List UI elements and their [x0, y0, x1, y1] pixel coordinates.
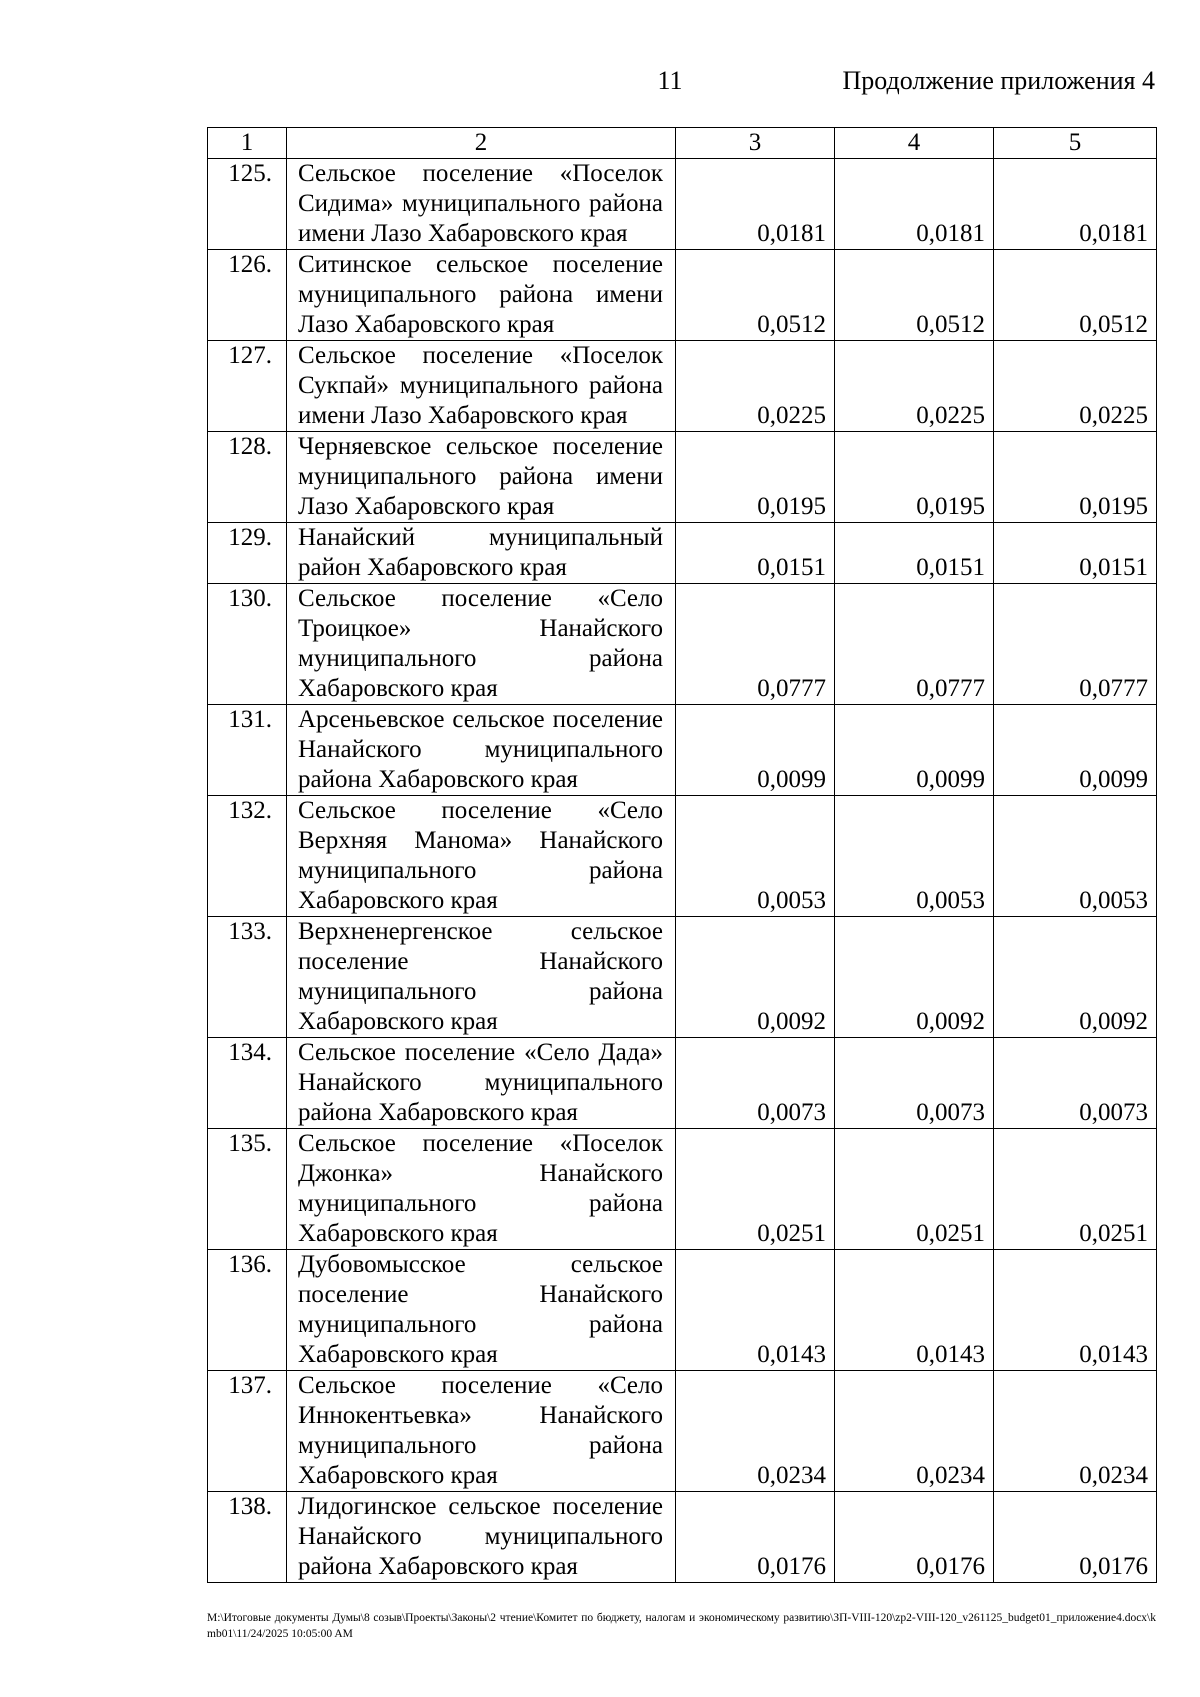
row-number: 129.	[208, 523, 287, 584]
value-col-5: 0,0225	[994, 341, 1157, 432]
value-col-3: 0,0073	[676, 1038, 835, 1129]
value-col-5: 0,0195	[994, 432, 1157, 523]
municipality-name-text: Сельское поселение «Село Верхняя Манома» Нанайского муниципального района Хабаровского края	[298, 797, 663, 914]
continuation-title: Продолжение приложения 4	[842, 66, 1155, 95]
value-col-4: 0,0512	[835, 250, 994, 341]
municipality-name	[287, 1129, 676, 1250]
municipality-name	[287, 1492, 676, 1583]
value-col-4: 0,0195	[835, 432, 994, 523]
value-col-3: 0,0251	[676, 1129, 835, 1250]
municipality-name-text: Сельское поселение «Поселок Джонка» Нанайского муниципального района Хабаровского края	[298, 1130, 663, 1247]
value-col-5: 0,0234	[994, 1371, 1157, 1492]
value-col-5: 0,0053	[994, 796, 1157, 917]
table-row	[208, 159, 1157, 250]
municipality-name	[287, 796, 676, 917]
value-col-3: 0,0151	[676, 523, 835, 584]
municipality-name-text: Сельское поселение «Поселок Сукпай» муниципального района имени Лазо Хабаровского края	[298, 342, 663, 429]
row-number: 137.	[208, 1371, 287, 1492]
municipality-name	[287, 432, 676, 523]
value-col-5: 0,0181	[994, 159, 1157, 250]
municipality-name-text: Сельское поселение «Село Дада» Нанайского муниципального района Хабаровского края	[298, 1039, 663, 1126]
value-col-4: 0,0234	[835, 1371, 994, 1492]
value-col-4: 0,0099	[835, 705, 994, 796]
municipality-name	[287, 1250, 676, 1371]
value-col-4: 0,0181	[835, 159, 994, 250]
column-header: 5	[994, 128, 1157, 159]
value-col-3: 0,0512	[676, 250, 835, 341]
table-row	[208, 917, 1157, 1038]
municipality-name-text: Верхненергенское сельское поселение Нанайского муниципального района Хабаровского края	[298, 918, 663, 1035]
page-number: 11	[657, 66, 683, 95]
table-row	[208, 1371, 1157, 1492]
municipality-name-text: Нанайский муниципальный район Хабаровского края	[298, 524, 663, 581]
municipality-name	[287, 159, 676, 250]
row-number: 131.	[208, 705, 287, 796]
municipality-name-text: Лидогинское сельское поселение Нанайского муниципального района Хабаровского края	[298, 1493, 663, 1580]
table-row	[208, 705, 1157, 796]
municipality-name-text: Дубовомысское сельское поселение Нанайского муниципального района Хабаровского края	[298, 1251, 663, 1368]
value-col-5: 0,0251	[994, 1129, 1157, 1250]
header-row	[208, 128, 1157, 159]
row-number: 138.	[208, 1492, 287, 1583]
value-col-3: 0,0053	[676, 796, 835, 917]
table-row	[208, 1492, 1157, 1583]
table-row	[208, 796, 1157, 917]
municipality-name	[287, 917, 676, 1038]
municipality-name	[287, 523, 676, 584]
column-header: 1	[208, 128, 287, 159]
row-number: 130.	[208, 584, 287, 705]
value-col-4: 0,0176	[835, 1492, 994, 1583]
table-row	[208, 1250, 1157, 1371]
value-col-4: 0,0092	[835, 917, 994, 1038]
table-row	[208, 1129, 1157, 1250]
municipality-name-text: Сельское поселение «Село Троицкое» Нанайского муниципального района Хабаровского края	[298, 585, 663, 702]
table-row	[208, 341, 1157, 432]
municipality-name	[287, 1371, 676, 1492]
value-col-4: 0,0073	[835, 1038, 994, 1129]
column-header: 2	[287, 128, 676, 159]
value-col-4: 0,0143	[835, 1250, 994, 1371]
value-col-4: 0,0251	[835, 1129, 994, 1250]
file-path-footer: М:\Итоговые документы Думы\8 созыв\Проекты\Законы\2 чтение\Комитет по бюджету, налогам и экономическому развитию\ЗП-VIII-120\zp2-VIII-120_v261125_budget01_приложение4.docx\kmb01\11/24/2025 10:05:00 AM	[207, 1612, 1156, 1640]
row-number: 128.	[208, 432, 287, 523]
value-col-3: 0,0225	[676, 341, 835, 432]
value-col-3: 0,0176	[676, 1492, 835, 1583]
row-number: 133.	[208, 917, 287, 1038]
row-number: 135.	[208, 1129, 287, 1250]
municipality-name	[287, 584, 676, 705]
value-col-5: 0,0073	[994, 1038, 1157, 1129]
value-col-4: 0,0225	[835, 341, 994, 432]
row-number: 136.	[208, 1250, 287, 1371]
value-col-4: 0,0151	[835, 523, 994, 584]
value-col-5: 0,0151	[994, 523, 1157, 584]
table-row	[208, 523, 1157, 584]
column-header: 3	[676, 128, 835, 159]
value-col-3: 0,0234	[676, 1371, 835, 1492]
value-col-3: 0,0181	[676, 159, 835, 250]
municipality-name	[287, 250, 676, 341]
value-col-4: 0,0053	[835, 796, 994, 917]
value-col-4: 0,0777	[835, 584, 994, 705]
table-row	[208, 584, 1157, 705]
value-col-3: 0,0099	[676, 705, 835, 796]
table-row	[208, 432, 1157, 523]
municipality-name-text: Черняевское сельское поселение муниципального района имени Лазо Хабаровского края	[298, 433, 663, 520]
table-row	[208, 1038, 1157, 1129]
municipality-name	[287, 1038, 676, 1129]
appendix-table	[207, 127, 1157, 1583]
value-col-5: 0,0777	[994, 584, 1157, 705]
column-header: 4	[835, 128, 994, 159]
municipality-name-text: Сельское поселение «Поселок Сидима» муниципального района имени Лазо Хабаровского края	[298, 160, 663, 247]
value-col-5: 0,0143	[994, 1250, 1157, 1371]
municipality-name-text: Сельское поселение «Село Иннокентьевка» Нанайского муниципального района Хабаровского края	[298, 1372, 663, 1489]
row-number: 127.	[208, 341, 287, 432]
municipality-name-text: Ситинское сельское поселение муниципального района имени Лазо Хабаровского края	[298, 251, 663, 338]
table-row	[208, 250, 1157, 341]
row-number: 126.	[208, 250, 287, 341]
value-col-5: 0,0099	[994, 705, 1157, 796]
value-col-3: 0,0195	[676, 432, 835, 523]
row-number: 132.	[208, 796, 287, 917]
row-number: 134.	[208, 1038, 287, 1129]
row-number: 125.	[208, 159, 287, 250]
value-col-5: 0,0176	[994, 1492, 1157, 1583]
value-col-3: 0,0777	[676, 584, 835, 705]
value-col-5: 0,0092	[994, 917, 1157, 1038]
municipality-name	[287, 341, 676, 432]
municipality-name-text: Арсеньевское сельское поселение Нанайского муниципального района Хабаровского края	[298, 706, 663, 793]
value-col-5: 0,0512	[994, 250, 1157, 341]
value-col-3: 0,0143	[676, 1250, 835, 1371]
value-col-3: 0,0092	[676, 917, 835, 1038]
municipality-name	[287, 705, 676, 796]
